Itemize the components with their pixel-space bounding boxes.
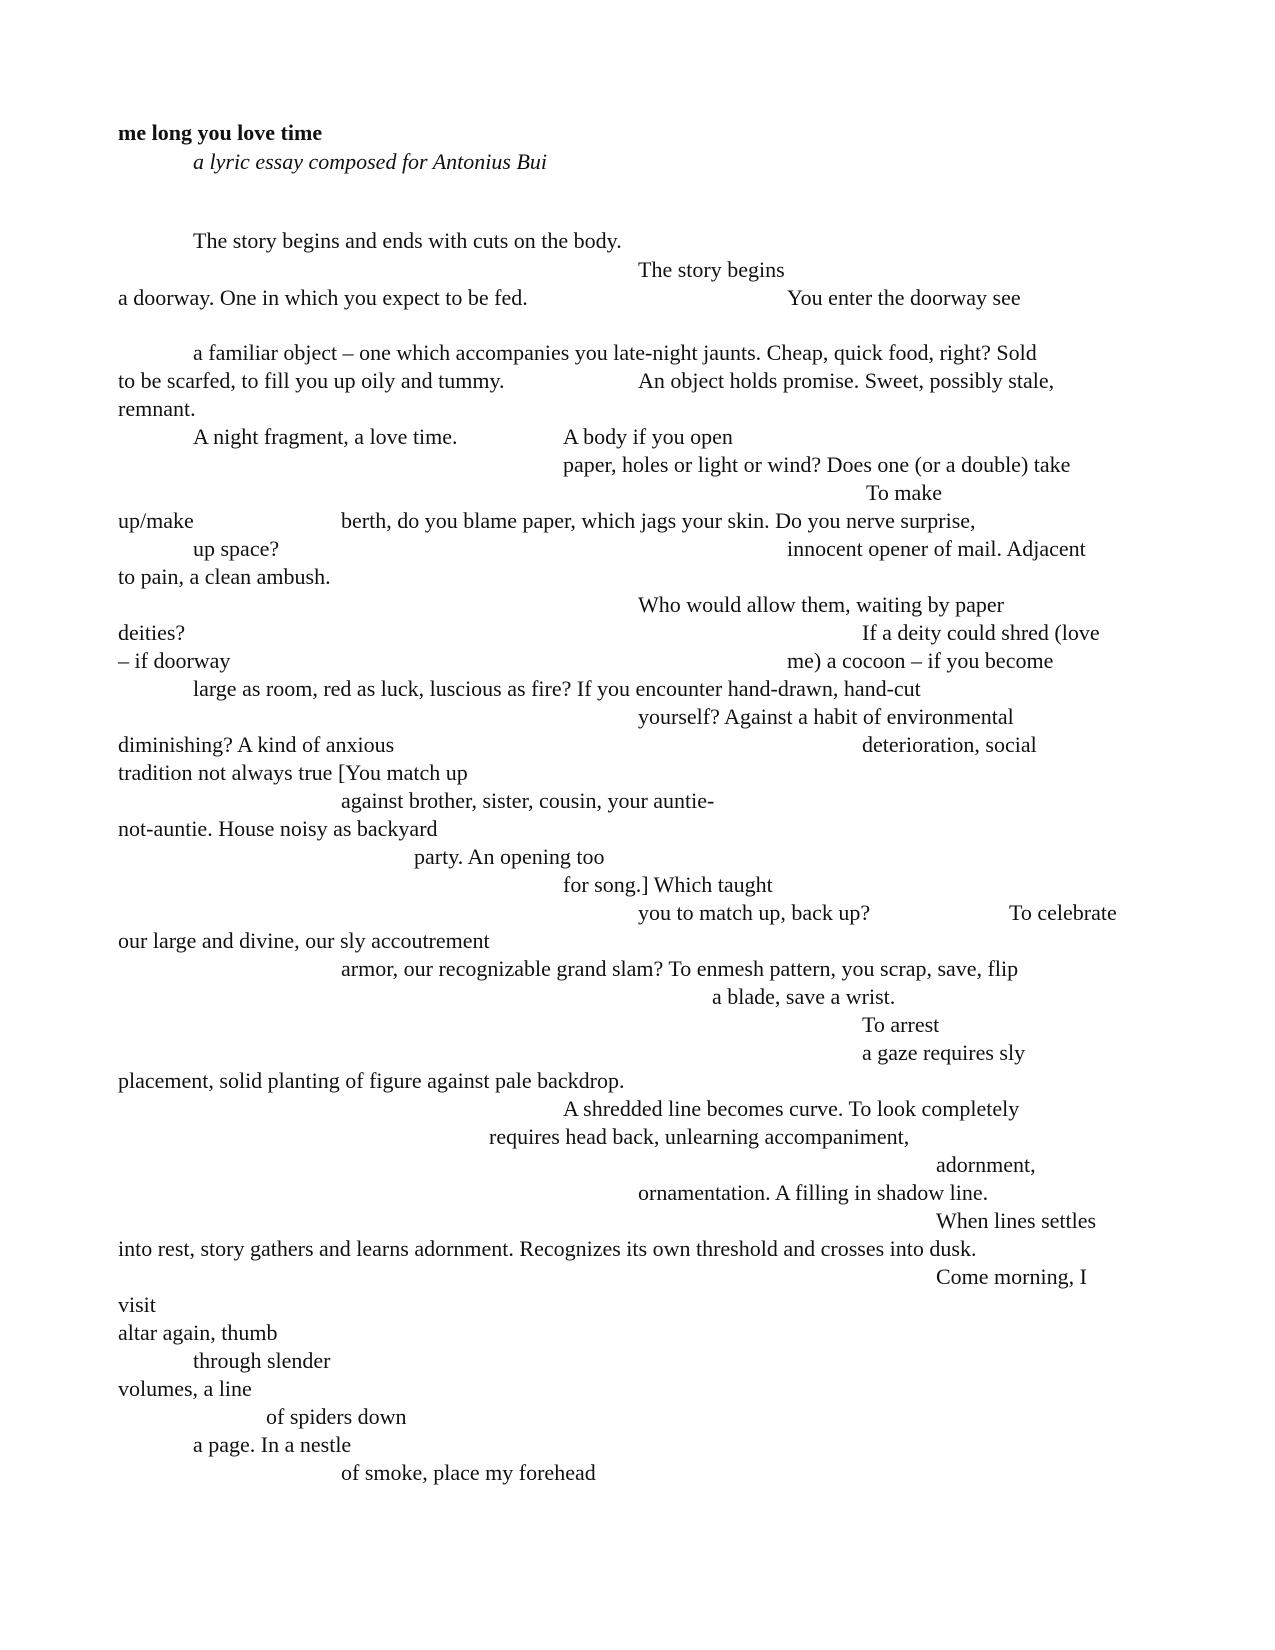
essay-title: me long you love time (118, 120, 323, 145)
poem-line: party. An opening too (414, 844, 605, 869)
poem-line: adornment, (936, 1152, 1036, 1177)
poem-line: The story begins (638, 257, 785, 282)
poem-line: altar again, thumb (118, 1320, 278, 1345)
poem-line: into rest, story gathers and learns adornment. Recognizes its own threshold and crosses into dusk. (118, 1236, 977, 1261)
poem-line: If a deity could shred (love (862, 620, 1100, 645)
poem-line: To celebrate (1009, 900, 1117, 925)
poem-line: for song.] Which taught (563, 872, 773, 897)
poem-line: our large and divine, our sly accoutrement (118, 928, 490, 953)
poem-line: yourself? Against a habit of environmental (638, 704, 1014, 729)
poem-line: a page. In a nestle (193, 1432, 352, 1457)
essay-subtitle: a lyric essay composed for Antonius Bui (193, 149, 547, 174)
poem-line: remnant. (118, 396, 196, 421)
poem-line: An object holds promise. Sweet, possibly stale, (638, 368, 1055, 393)
poem-line: A body if you open (563, 424, 733, 449)
poem-line: me) a cocoon – if you become (787, 648, 1054, 673)
poem-line: not-auntie. House noisy as backyard (118, 816, 438, 841)
poem-line: up space? (193, 536, 280, 561)
poem-line: When lines settles (936, 1208, 1097, 1233)
poem-line: A night fragment, a love time. (193, 424, 458, 449)
poem-line: a doorway. One in which you expect to be fed. (118, 285, 528, 310)
poem-line: The story begins and ends with cuts on the body. (193, 228, 622, 253)
poem-line: To make (866, 480, 943, 505)
poem-line: To arrest (862, 1012, 940, 1037)
poem-line: through slender (193, 1348, 331, 1373)
poem-line: a blade, save a wrist. (712, 984, 896, 1009)
poem-line: deterioration, social (862, 732, 1037, 757)
poem-line: deities? (118, 620, 186, 645)
poem-line: up/make (118, 508, 194, 533)
poem-line: requires head back, unlearning accompaniment, (489, 1124, 910, 1149)
poem-line: armor, our recognizable grand slam? To enmesh pattern, you scrap, save, flip (341, 956, 1019, 981)
poem-line: diminishing? A kind of anxious (118, 732, 395, 757)
poem-line: a familiar object – one which accompanies you late-night jaunts. Cheap, quick food, right? Sold (193, 340, 1037, 365)
poem-line: you to match up, back up? (638, 900, 871, 925)
poem-line: A shredded line becomes curve. To look completely (563, 1096, 1020, 1121)
poem-line: berth, do you blame paper, which jags your skin. Do you nerve surprise, (341, 508, 976, 533)
poem-line: ornamentation. A filling in shadow line. (638, 1180, 989, 1205)
poem-line: innocent opener of mail. Adjacent (787, 536, 1086, 561)
poem-line: to be scarfed, to fill you up oily and tummy. (118, 368, 505, 393)
poem-line: to pain, a clean ambush. (118, 564, 331, 589)
poem-line: visit (118, 1292, 156, 1317)
poem-line: Who would allow them, waiting by paper (638, 592, 1004, 617)
poem-line: placement, solid planting of figure against pale backdrop. (118, 1068, 625, 1093)
poem-line: large as room, red as luck, luscious as fire? If you encounter hand-drawn, hand-cut (193, 676, 921, 701)
poem-line: tradition not always true [You match up (118, 760, 468, 785)
poem-line: volumes, a line (118, 1376, 252, 1401)
poem-line: paper, holes or light or wind? Does one (or a double) take (563, 452, 1071, 477)
poem-line: of smoke, place my forehead (341, 1460, 596, 1485)
poem-line: of spiders down (266, 1404, 407, 1429)
poem-line: against brother, sister, cousin, your auntie- (341, 788, 715, 813)
poem-line: a gaze requires sly (862, 1040, 1026, 1065)
poem-line: You enter the doorway see (787, 285, 1021, 310)
poem-line: – if doorway (118, 648, 231, 673)
poem-line: Come morning, I (936, 1264, 1087, 1289)
